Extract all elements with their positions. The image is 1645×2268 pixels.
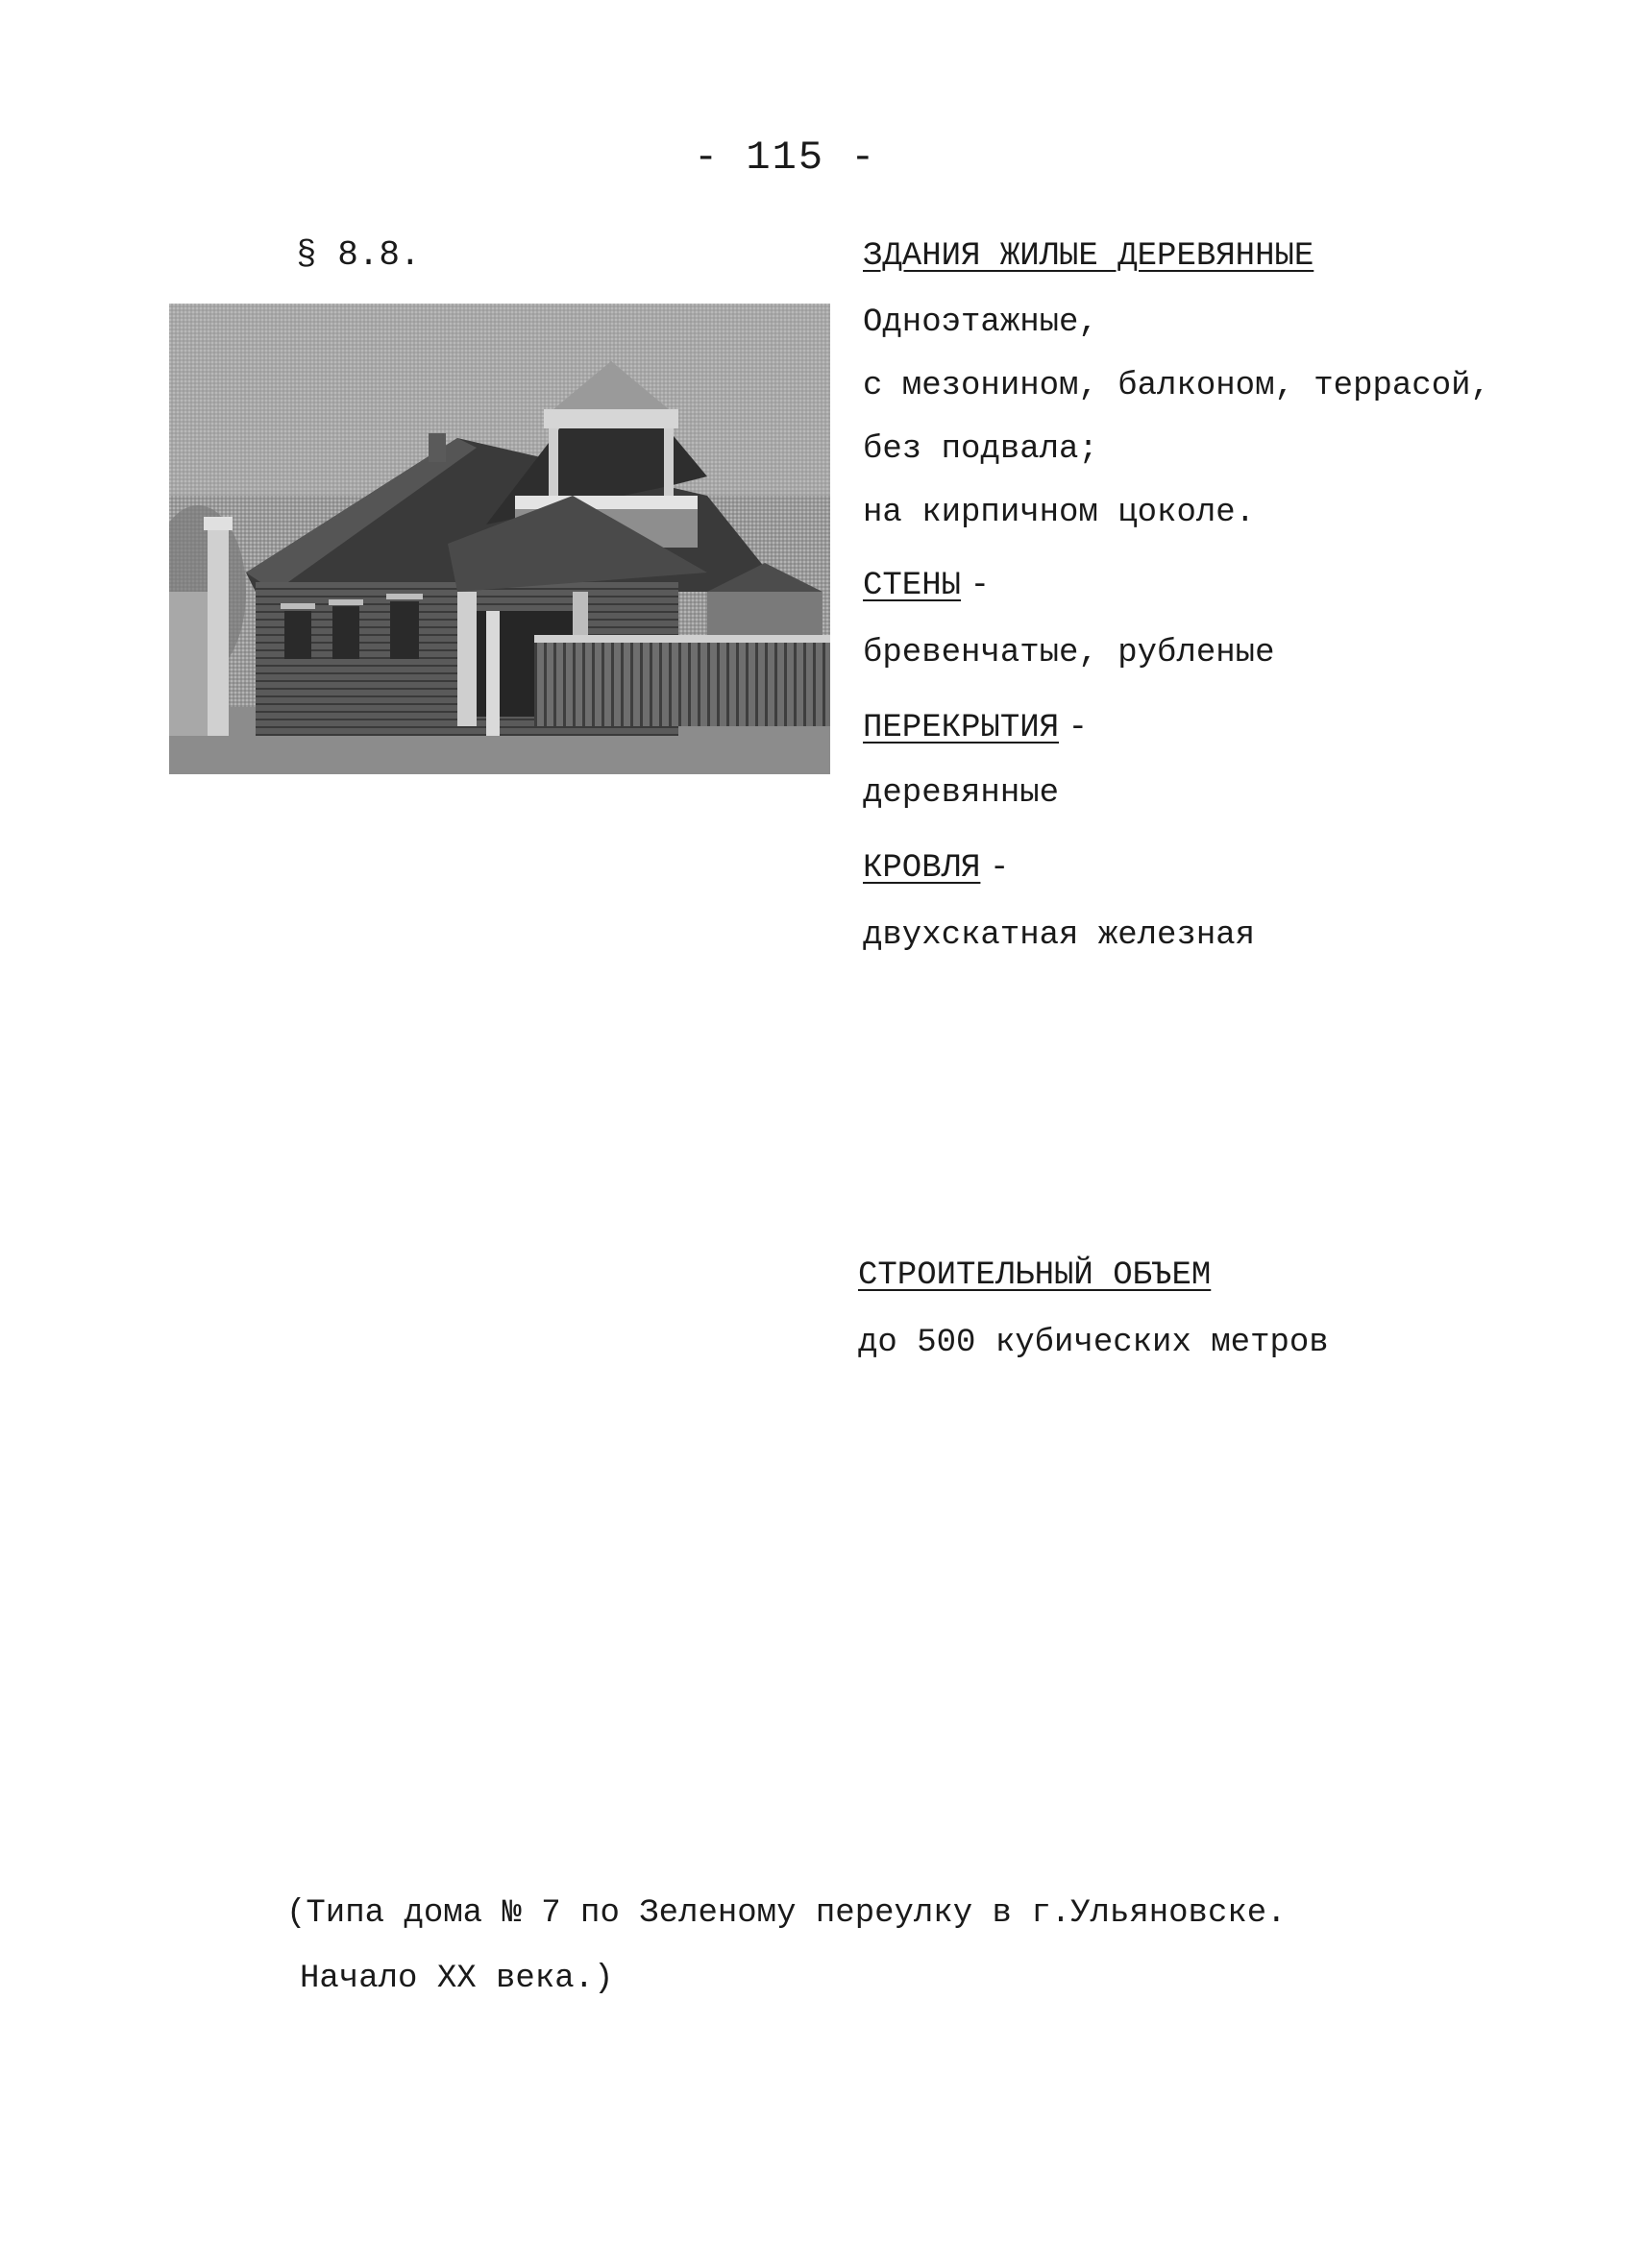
description-line-3: без подвала;: [863, 431, 1098, 468]
floors-dash: -: [1068, 710, 1089, 746]
walls-heading: [863, 567, 990, 605]
walls-dash: -: [970, 568, 991, 604]
floors-value: деревянные: [863, 775, 1060, 812]
roof-dash: -: [990, 850, 1010, 887]
walls-label: СТЕНЫ: [863, 568, 962, 604]
caption-line-2: Начало XX века.): [300, 1961, 614, 1997]
description-line-1: Одноэтажные,: [863, 305, 1098, 341]
walls-value: бревенчатые, рубленые: [863, 635, 1275, 671]
building-type-title: ЗДАНИЯ ЖИЛЫЕ ДЕРЕВЯННЫЕ: [863, 238, 1314, 275]
floors-heading: [863, 709, 1088, 747]
section-number: § 8.8.: [296, 235, 421, 275]
volume-label: СТРОИТЕЛЬНЫЙ ОБЪЕМ: [858, 1257, 1212, 1294]
floors-label: ПЕРЕКРЫТИЯ: [863, 710, 1060, 746]
roof-heading: [863, 849, 1009, 888]
roof-value: двухскатная железная: [863, 917, 1256, 954]
roof-label: КРОВЛЯ: [863, 850, 981, 887]
caption-line-1: (Типа дома № 7 по Зеленому переулку в г.Ульяновске.: [286, 1895, 1287, 1932]
house-photo: [169, 304, 830, 774]
description-line-4: на кирпичном цоколе.: [863, 495, 1256, 531]
volume-value: до 500 кубических метров: [858, 1325, 1329, 1361]
page-number: - 115 -: [694, 134, 877, 181]
description-line-2: с мезонином, балконом, террасой,: [863, 368, 1490, 404]
